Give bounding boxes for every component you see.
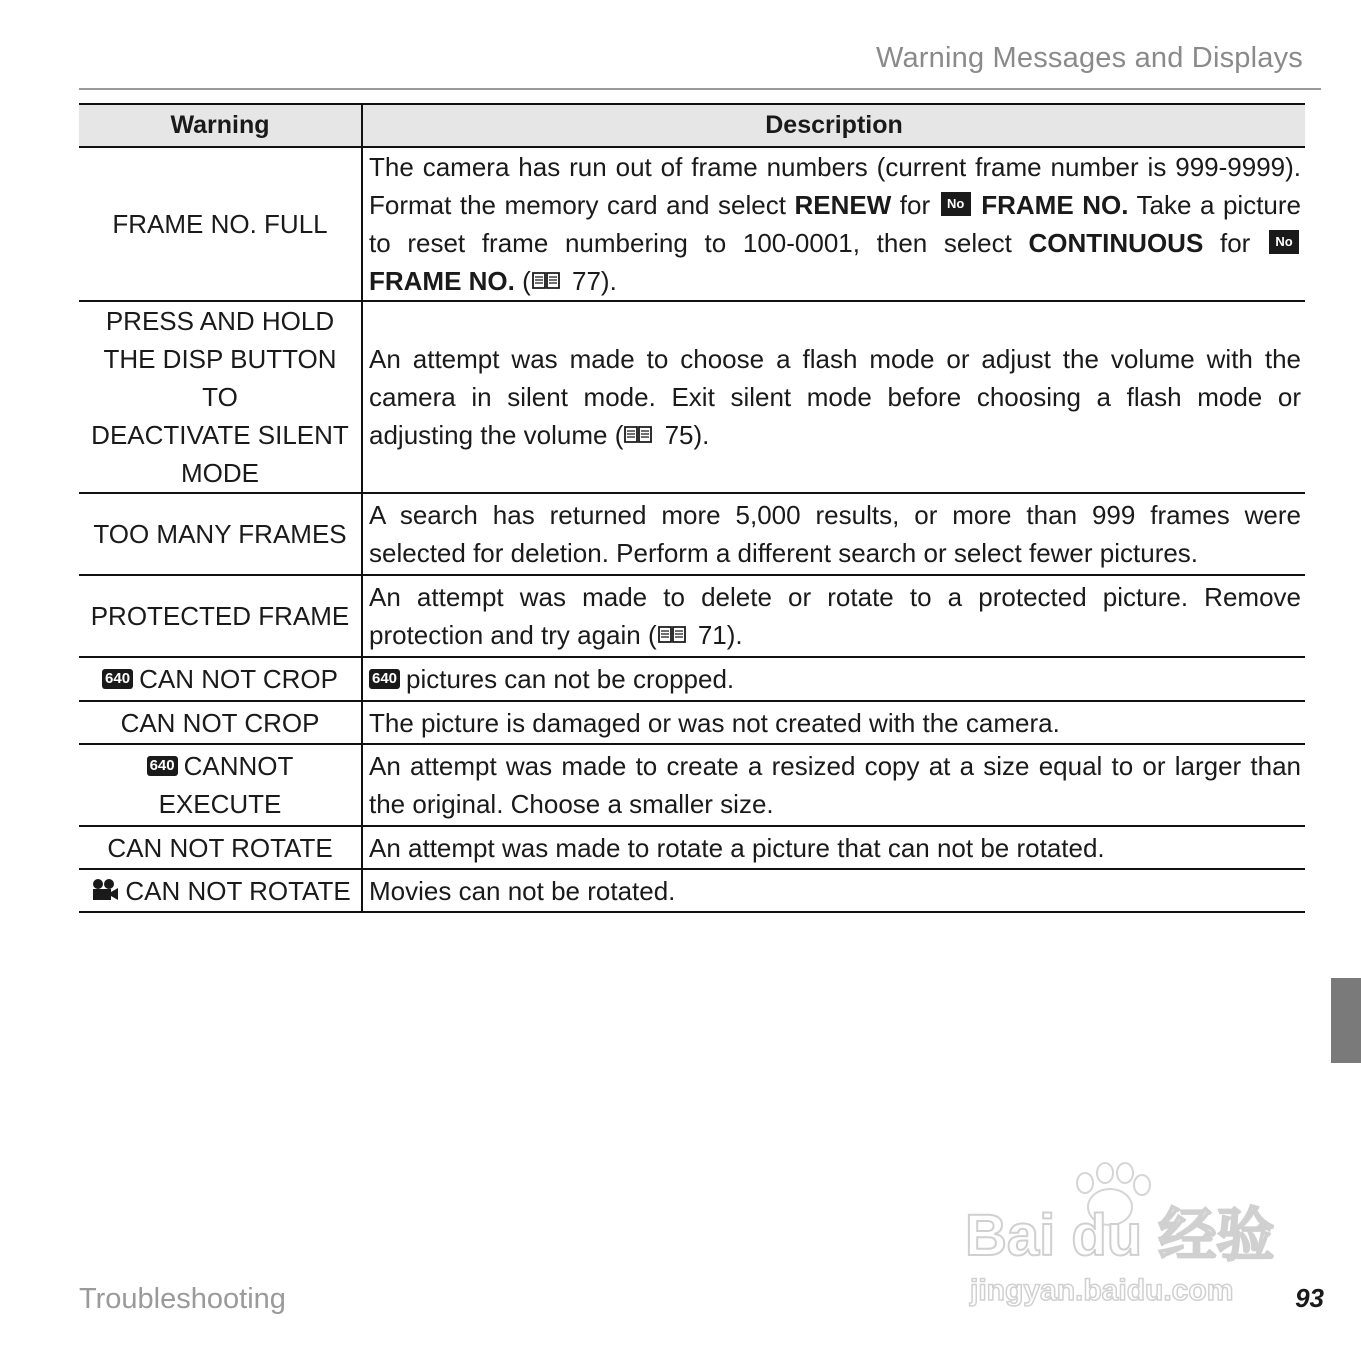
movie-camera-icon xyxy=(89,878,119,902)
column-header-description: Description xyxy=(362,104,1305,147)
warning-cell: CAN NOT CROP xyxy=(79,701,362,744)
table-header-row xyxy=(79,104,1305,147)
size-640-icon: 640 xyxy=(102,669,133,689)
table-row xyxy=(79,744,1305,826)
table-row xyxy=(79,147,1305,301)
table-row xyxy=(79,575,1305,657)
warning-cell: 640 CAN NOT CROP xyxy=(79,657,362,701)
description-cell: Movies can not be rotated. xyxy=(362,869,1305,912)
page-number: 93 xyxy=(1295,1283,1324,1313)
warning-cell: CAN NOT ROTATE xyxy=(79,826,362,869)
page-reference-icon xyxy=(531,270,561,290)
description-cell: An attempt was made to create a resized copy at a size equal to or larger than the original. Choose a smaller size. xyxy=(362,744,1305,826)
description-cell: The picture is damaged or was not created with the camera. xyxy=(362,701,1305,744)
description-cell: The camera has run out of frame numbers (current frame number is 999-9999). Format the memory card and select RENEW for No FRAME NO. Take a picture to reset frame numbering to 100-0001, then select CONTINUOUS for No FRAME NO. ( 77). xyxy=(362,147,1305,301)
table-row xyxy=(79,701,1305,744)
warning-cell: CAN NOT ROTATE xyxy=(79,869,362,912)
table-row xyxy=(79,826,1305,869)
description-cell: A search has returned more 5,000 results, or more than 999 frames were selected for deletion. Perform a different search or select fewer pictures. xyxy=(362,493,1305,575)
description-cell: An attempt was made to rotate a picture that can not be rotated. xyxy=(362,826,1305,869)
watermark-logo-text: Bai du 经验 xyxy=(965,1203,1275,1268)
warning-messages-table xyxy=(79,103,1305,913)
warning-cell: TOO MANY FRAMES xyxy=(79,493,362,575)
column-header-warning: Warning xyxy=(79,104,362,147)
warning-cell: 640 CANNOT EXECUTE xyxy=(79,744,362,826)
footer-section-name: Troubleshooting xyxy=(79,1283,286,1315)
description-cell: An attempt was made to choose a flash mode or adjust the volume with the camera in silent mode. Exit silent mode before choosing a flash mode or adjusting the volume ( 75). xyxy=(362,301,1305,493)
table-row xyxy=(79,657,1305,701)
header-rule xyxy=(79,88,1321,90)
size-640-icon: 640 xyxy=(147,756,178,776)
table-row xyxy=(79,493,1305,575)
section-title: Warning Messages and Displays xyxy=(875,42,1303,74)
table-row xyxy=(79,301,1305,493)
baidu-watermark xyxy=(960,1155,1290,1315)
watermark-url-text: jingyan.baidu.com xyxy=(970,1274,1234,1307)
warning-cell: PROTECTED FRAME xyxy=(79,575,362,657)
size-640-icon: 640 xyxy=(369,669,400,689)
warning-cell: FRAME NO. FULL xyxy=(79,147,362,301)
description-cell: An attempt was made to delete or rotate to a protected picture. Remove protection and try again ( 71). xyxy=(362,575,1305,657)
page-reference-icon xyxy=(623,424,653,444)
description-cell: 640 pictures can not be cropped. xyxy=(362,657,1305,701)
warning-cell: PRESS AND HOLD THE DISP BUTTON TO DEACTIVATE SILENT MODE xyxy=(79,301,362,493)
section-tab-marker xyxy=(1331,978,1361,1063)
page-reference-icon xyxy=(657,624,687,644)
frame-number-icon: No xyxy=(1269,230,1299,254)
table-row xyxy=(79,869,1305,912)
frame-number-icon: No xyxy=(941,192,971,216)
